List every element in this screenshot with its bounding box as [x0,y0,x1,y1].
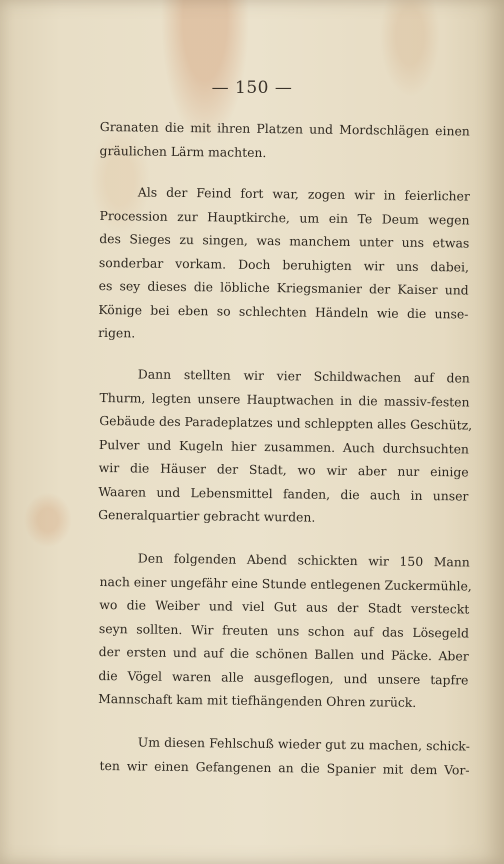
text-line: Als der Feind fort war, zogen wir in feierlicher [137,184,470,204]
text-line: wir die Häuser der Stadt, wo wir aber nur einige [98,459,469,480]
text-line: Granaten die mit ihren Platzen und Mordschlägen einen [99,118,470,139]
text-line: wo die Weiber und viel Gut aus der Stadt versteckt [99,596,470,617]
text-line: die Vögel waren alle ausgeflogen, und unsere tapfre [98,667,469,688]
text-line: sonderbar vorkam. Doch beruhigten wir uns dabei, [98,254,470,275]
text-line: nach einer ungefähr eine Stunde entlegenen Zuckermühle, [99,573,472,594]
text-line: Procession zur Hauptkirche, um ein Te Deum wegen [99,207,470,228]
text-line: rigen. [98,324,136,341]
text-line: gräulichen Lärm machten. [99,142,267,160]
paragraph-2 [98,180,470,349]
text-line: Könige bei eben so schlechten Händeln wie die unse- [98,301,469,322]
text-line: ten wir einen Gefangenen an die Spanier mit dem Vor- [99,757,470,778]
paragraph-5 [99,730,470,782]
text-line: Thurm, legten unsere Hauptwachen in die massiv-festen [99,389,470,410]
page-number: — 150 — [211,78,293,98]
text-line: seyn sollten. Wir freuten uns schon auf das Lösegeld [98,620,470,641]
paragraph-3 [98,362,473,531]
text-line: Generalquartier gebracht wurden. [98,506,316,525]
text-line: Pulver und Kugeln hier zusammen. Auch durchsuchten [98,436,470,457]
text-line: des Sieges zu singen, was manchem unter uns etwas [99,230,470,251]
text-line: es sey dieses die löbliche Kriegsmanier der Kaiser und [98,277,469,298]
paragraph-1 [99,115,470,167]
text-line: Den folgenden Abend schickten wir 150 Mann [137,550,470,570]
text-line: Mannschaft kam mit tiefhängenden Ohren zurück. [98,690,417,710]
paragraph-4 [98,546,470,715]
text-line: Gebäude des Paradeplatzes und schleppten alles Geschütz, [99,412,473,433]
text-line: Um diesen Fehlschuß wieder gut zu machen, schick- [137,734,470,754]
text-line: Dann stellten wir vier Schildwachen auf den [137,366,470,386]
text-line: Waaren und Lebensmittel fanden, die auch in unser [98,483,469,504]
text-line: der ersten und auf die schönen Ballen und Päcke. Aber [98,643,469,664]
